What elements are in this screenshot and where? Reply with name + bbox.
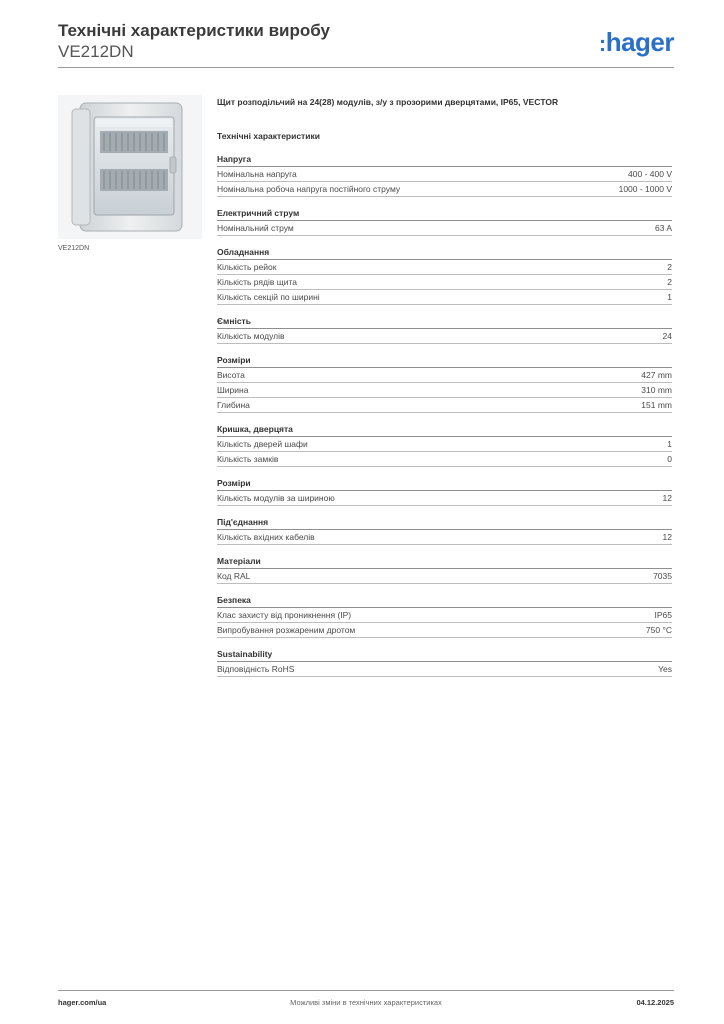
spec-group-title: Розміри <box>217 354 672 368</box>
footer-divider <box>58 990 674 991</box>
spec-row <box>217 383 672 398</box>
spec-label: Кількість замків <box>217 454 279 464</box>
product-description: Щит розподільчий на 24(28) модулів, з/у з прозорими дверцятами, IP65, VECTOR <box>217 97 559 107</box>
spec-group <box>217 153 672 197</box>
spec-group <box>217 594 672 638</box>
spec-row <box>217 569 672 584</box>
spec-group-title: Sustainability <box>217 648 672 662</box>
spec-group-title: Безпека <box>217 594 672 608</box>
spec-row <box>217 275 672 290</box>
spec-row <box>217 662 672 677</box>
spec-group-title: Електричний струм <box>217 207 672 221</box>
spec-label: Кількість модулів <box>217 331 285 341</box>
spec-group-title: Напруга <box>217 153 672 167</box>
spec-row <box>217 608 672 623</box>
spec-label: Номінальний струм <box>217 223 294 233</box>
spec-row <box>217 491 672 506</box>
spec-group-title: Ємність <box>217 315 672 329</box>
spec-group-title: Кришка, дверцята <box>217 423 672 437</box>
spec-group-title: Обладнання <box>217 246 672 260</box>
spec-label: Кількість секцій по ширині <box>217 292 320 302</box>
spec-group <box>217 246 672 305</box>
spec-row <box>217 437 672 452</box>
spec-label: Випробування розжареним дротом <box>217 625 356 635</box>
spec-label: Кількість дверей шафи <box>217 439 308 449</box>
spec-group <box>217 207 672 236</box>
header-divider <box>58 67 674 68</box>
spec-value: 750 °C <box>645 625 672 635</box>
document-date: 04.12.2025 <box>636 998 674 1007</box>
spec-value: IP65 <box>654 610 672 620</box>
spec-label: Глибина <box>217 400 250 410</box>
spec-label: Код RAL <box>217 571 251 581</box>
spec-value: 1000 - 1000 V <box>618 184 672 194</box>
spec-value: 2 <box>667 262 672 272</box>
spec-value: 310 mm <box>641 385 672 395</box>
spec-value: 24 <box>662 331 672 341</box>
spec-row <box>217 182 672 197</box>
spec-label: Кількість вхідних кабелів <box>217 532 315 542</box>
spec-value: 151 mm <box>641 400 672 410</box>
product-image-caption: VE212DN <box>58 245 90 252</box>
spec-value: 0 <box>667 454 672 464</box>
disclaimer-note: Можливі зміни в технічних характеристиках <box>290 998 442 1007</box>
spec-group <box>217 516 672 545</box>
specifications-heading: Технічні характеристики <box>217 131 320 141</box>
spec-group <box>217 648 672 677</box>
page-header <box>58 20 674 66</box>
page-footer <box>58 998 674 1010</box>
spec-row <box>217 368 672 383</box>
spec-value: Yes <box>658 664 672 674</box>
spec-label: Номінальна напруга <box>217 169 297 179</box>
spec-group <box>217 477 672 506</box>
spec-group <box>217 555 672 584</box>
spec-groups <box>217 153 672 677</box>
spec-group-title: Під'єднання <box>217 516 672 530</box>
spec-value: 63 A <box>654 223 672 233</box>
distribution-board-illustration <box>58 95 202 239</box>
spec-value: 400 - 400 V <box>628 169 672 179</box>
spec-label: Кількість рядів щита <box>217 277 297 287</box>
spec-value: 7035 <box>653 571 672 581</box>
spec-label: Ширина <box>217 385 249 395</box>
spec-value: 12 <box>662 532 672 542</box>
website-link[interactable]: hager.com/ua <box>58 998 107 1007</box>
spec-row <box>217 167 672 182</box>
product-reference: VE212DN <box>58 42 134 61</box>
spec-label: Кількість модулів за шириною <box>217 493 335 503</box>
hager-logo: :hager <box>598 27 674 57</box>
spec-label: Клас захисту від проникнення (IP) <box>217 610 352 620</box>
spec-label: Висота <box>217 370 245 380</box>
spec-label: Відповідність RoHS <box>217 664 295 674</box>
specifications-panel <box>217 95 672 677</box>
spec-value: 427 mm <box>641 370 672 380</box>
spec-group <box>217 354 672 413</box>
spec-label: Кількість рейок <box>217 262 277 272</box>
page-title: Технічні характеристики виробу <box>58 21 330 40</box>
spec-row <box>217 398 672 413</box>
spec-row <box>217 329 672 344</box>
spec-row <box>217 290 672 305</box>
spec-row <box>217 623 672 638</box>
spec-value: 12 <box>662 493 672 503</box>
spec-group <box>217 423 672 467</box>
spec-row <box>217 530 672 545</box>
spec-label: Номінальна робоча напруга постійного струму <box>217 184 401 194</box>
spec-row <box>217 452 672 467</box>
spec-value: 1 <box>667 439 672 449</box>
spec-group-title: Розміри <box>217 477 672 491</box>
product-image <box>58 95 202 239</box>
spec-value: 1 <box>667 292 672 302</box>
spec-group-title: Матеріали <box>217 555 672 569</box>
logo-text: hager <box>605 27 674 57</box>
spec-row <box>217 221 672 236</box>
spec-row <box>217 260 672 275</box>
spec-group <box>217 315 672 344</box>
spec-value: 2 <box>667 277 672 287</box>
